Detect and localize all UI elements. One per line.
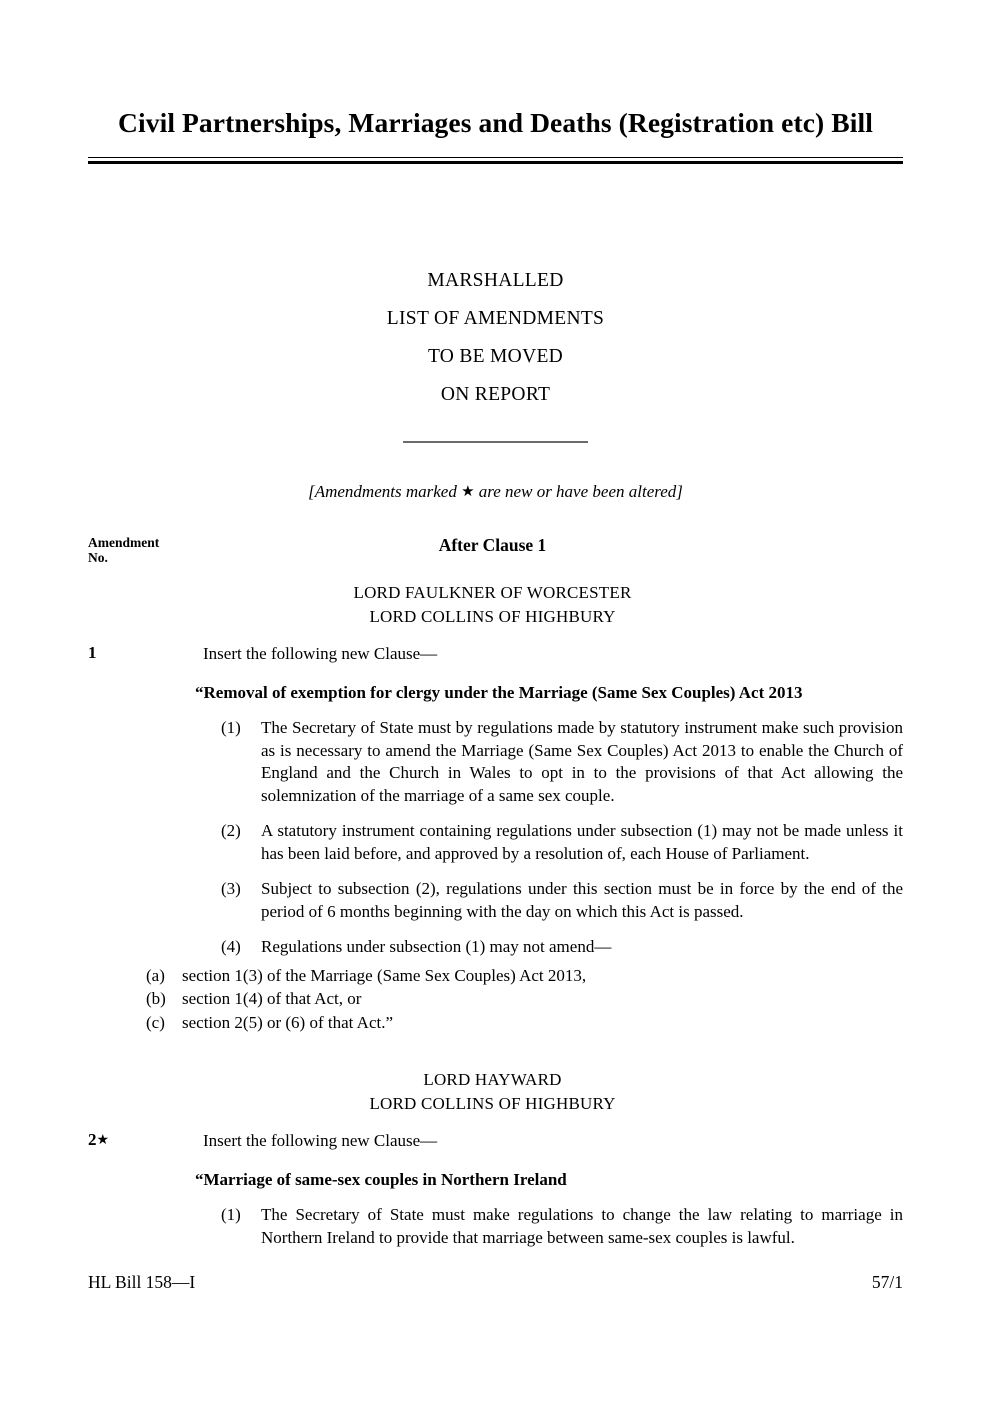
section-title: After Clause 1 <box>438 535 547 556</box>
subsection-item <box>146 1011 903 1035</box>
subsection-text: The Secretary of State must make regulations to change the law relating to marriage in Northern Ireland to provide that marriage between same-sex couples is lawful. <box>261 1205 903 1247</box>
amendment-no-label-line2: No. <box>88 550 108 566</box>
page-footer <box>88 1272 903 1293</box>
amendment-number <box>88 1130 188 1150</box>
title-divider <box>88 157 903 164</box>
sponsor-name: LORD COLLINS OF HIGHBURY <box>369 607 616 627</box>
subsection-item <box>146 964 903 988</box>
amendment-lead-in: Insert the following new Clause— <box>203 644 438 664</box>
subsection-item-text: section 1(4) of that Act, or <box>182 989 362 1009</box>
subsection-item-marker: (b) <box>146 989 166 1009</box>
subsection-marker: (1) <box>221 718 241 738</box>
subsection <box>221 820 903 865</box>
subsection-item-text: section 2(5) or (6) of that Act.” <box>182 1012 394 1032</box>
subsection-text: The Secretary of State must by regulations made by statutory instrument make such provision as is necessary to amend the Marriage (Same Sex Couples) Act 2013 to enable the Church of England and the Church in Wales to opt in to the provisions of that Act allowing the solemnization of the marriage of a same sex couple. <box>261 718 903 805</box>
subsection-item-marker: (a) <box>146 965 165 985</box>
amendment-star-icon: ★ <box>96 1133 110 1149</box>
amendment-number-value: 1 <box>88 643 97 663</box>
subsection-text: A statutory instrument containing regulations under subsection (1) may not be made unless it has been laid before, and approved by a resolution of, each House of Parliament. <box>261 821 903 863</box>
sponsor-name: LORD HAYWARD <box>423 1070 562 1090</box>
heading-line-on-report: ON REPORT <box>440 384 551 406</box>
amendment-number <box>88 643 188 663</box>
subsection-marker: (3) <box>221 879 241 899</box>
amendment-lead-in: Insert the following new Clause— <box>203 1131 438 1151</box>
sponsors-amendment-2 <box>88 1068 903 1116</box>
heading-line-marshalled: MARSHALLED <box>427 270 564 292</box>
document-heading-block <box>88 262 903 443</box>
subsection <box>221 1204 903 1249</box>
amendment-1 <box>88 643 903 665</box>
clause-heading: “Removal of exemption for clergy under the Marriage (Same Sex Couples) Act 2013 <box>195 683 803 703</box>
subsection-text: Subject to subsection (2), regulations under this section must be in force by the end of the period of 6 months beginning with the day on which this Act is passed. <box>261 879 903 921</box>
page-title: Civil Partnerships, Marriages and Deaths (Registration etc) Bill <box>118 107 873 138</box>
heading-line-list-of-amendments: LIST OF AMENDMENTS <box>386 308 605 330</box>
amendment-number-value: 2 <box>88 1130 97 1150</box>
sponsors-amendment-1 <box>88 581 903 629</box>
bill-reference: HL Bill 158—I <box>88 1272 196 1292</box>
star-icon: ★ <box>461 484 475 501</box>
page-reference: 57/1 <box>871 1272 903 1292</box>
note-suffix-text: are new or have been altered] <box>474 482 683 502</box>
amendment-no-column-label <box>88 535 198 565</box>
heading-line-to-be-moved: TO BE MOVED <box>427 346 564 368</box>
sponsor-name: LORD COLLINS OF HIGHBURY <box>369 1094 616 1114</box>
note-prefix-text: [Amendments marked <box>308 482 462 502</box>
clause-heading: “Marriage of same-sex couples in Northern Ireland <box>195 1170 567 1190</box>
subsection <box>221 878 903 923</box>
subsection-item-text: section 1(3) of the Marriage (Same Sex Couples) Act 2013, <box>182 965 587 985</box>
heading-separator-rule <box>403 441 588 443</box>
subsection <box>221 717 903 807</box>
amendments-marked-note <box>88 482 903 502</box>
column-headers <box>88 535 903 569</box>
title-rule-thick <box>88 161 903 164</box>
subsection <box>221 936 903 959</box>
amendment-2 <box>88 1130 903 1152</box>
subsection-text: Regulations under subsection (1) may not amend— <box>261 937 612 957</box>
subsection-marker: (4) <box>221 937 241 957</box>
amendment-no-label-line1: Amendment <box>88 535 160 551</box>
sponsor-name: LORD FAULKNER OF WORCESTER <box>353 583 632 603</box>
subsection-item-marker: (c) <box>146 1012 165 1032</box>
subsection-marker: (1) <box>221 1205 241 1225</box>
subsection-item <box>146 987 903 1011</box>
subsection-marker: (2) <box>221 821 241 841</box>
title-rule-thin <box>88 157 903 158</box>
subsection-item-list <box>146 964 903 1035</box>
